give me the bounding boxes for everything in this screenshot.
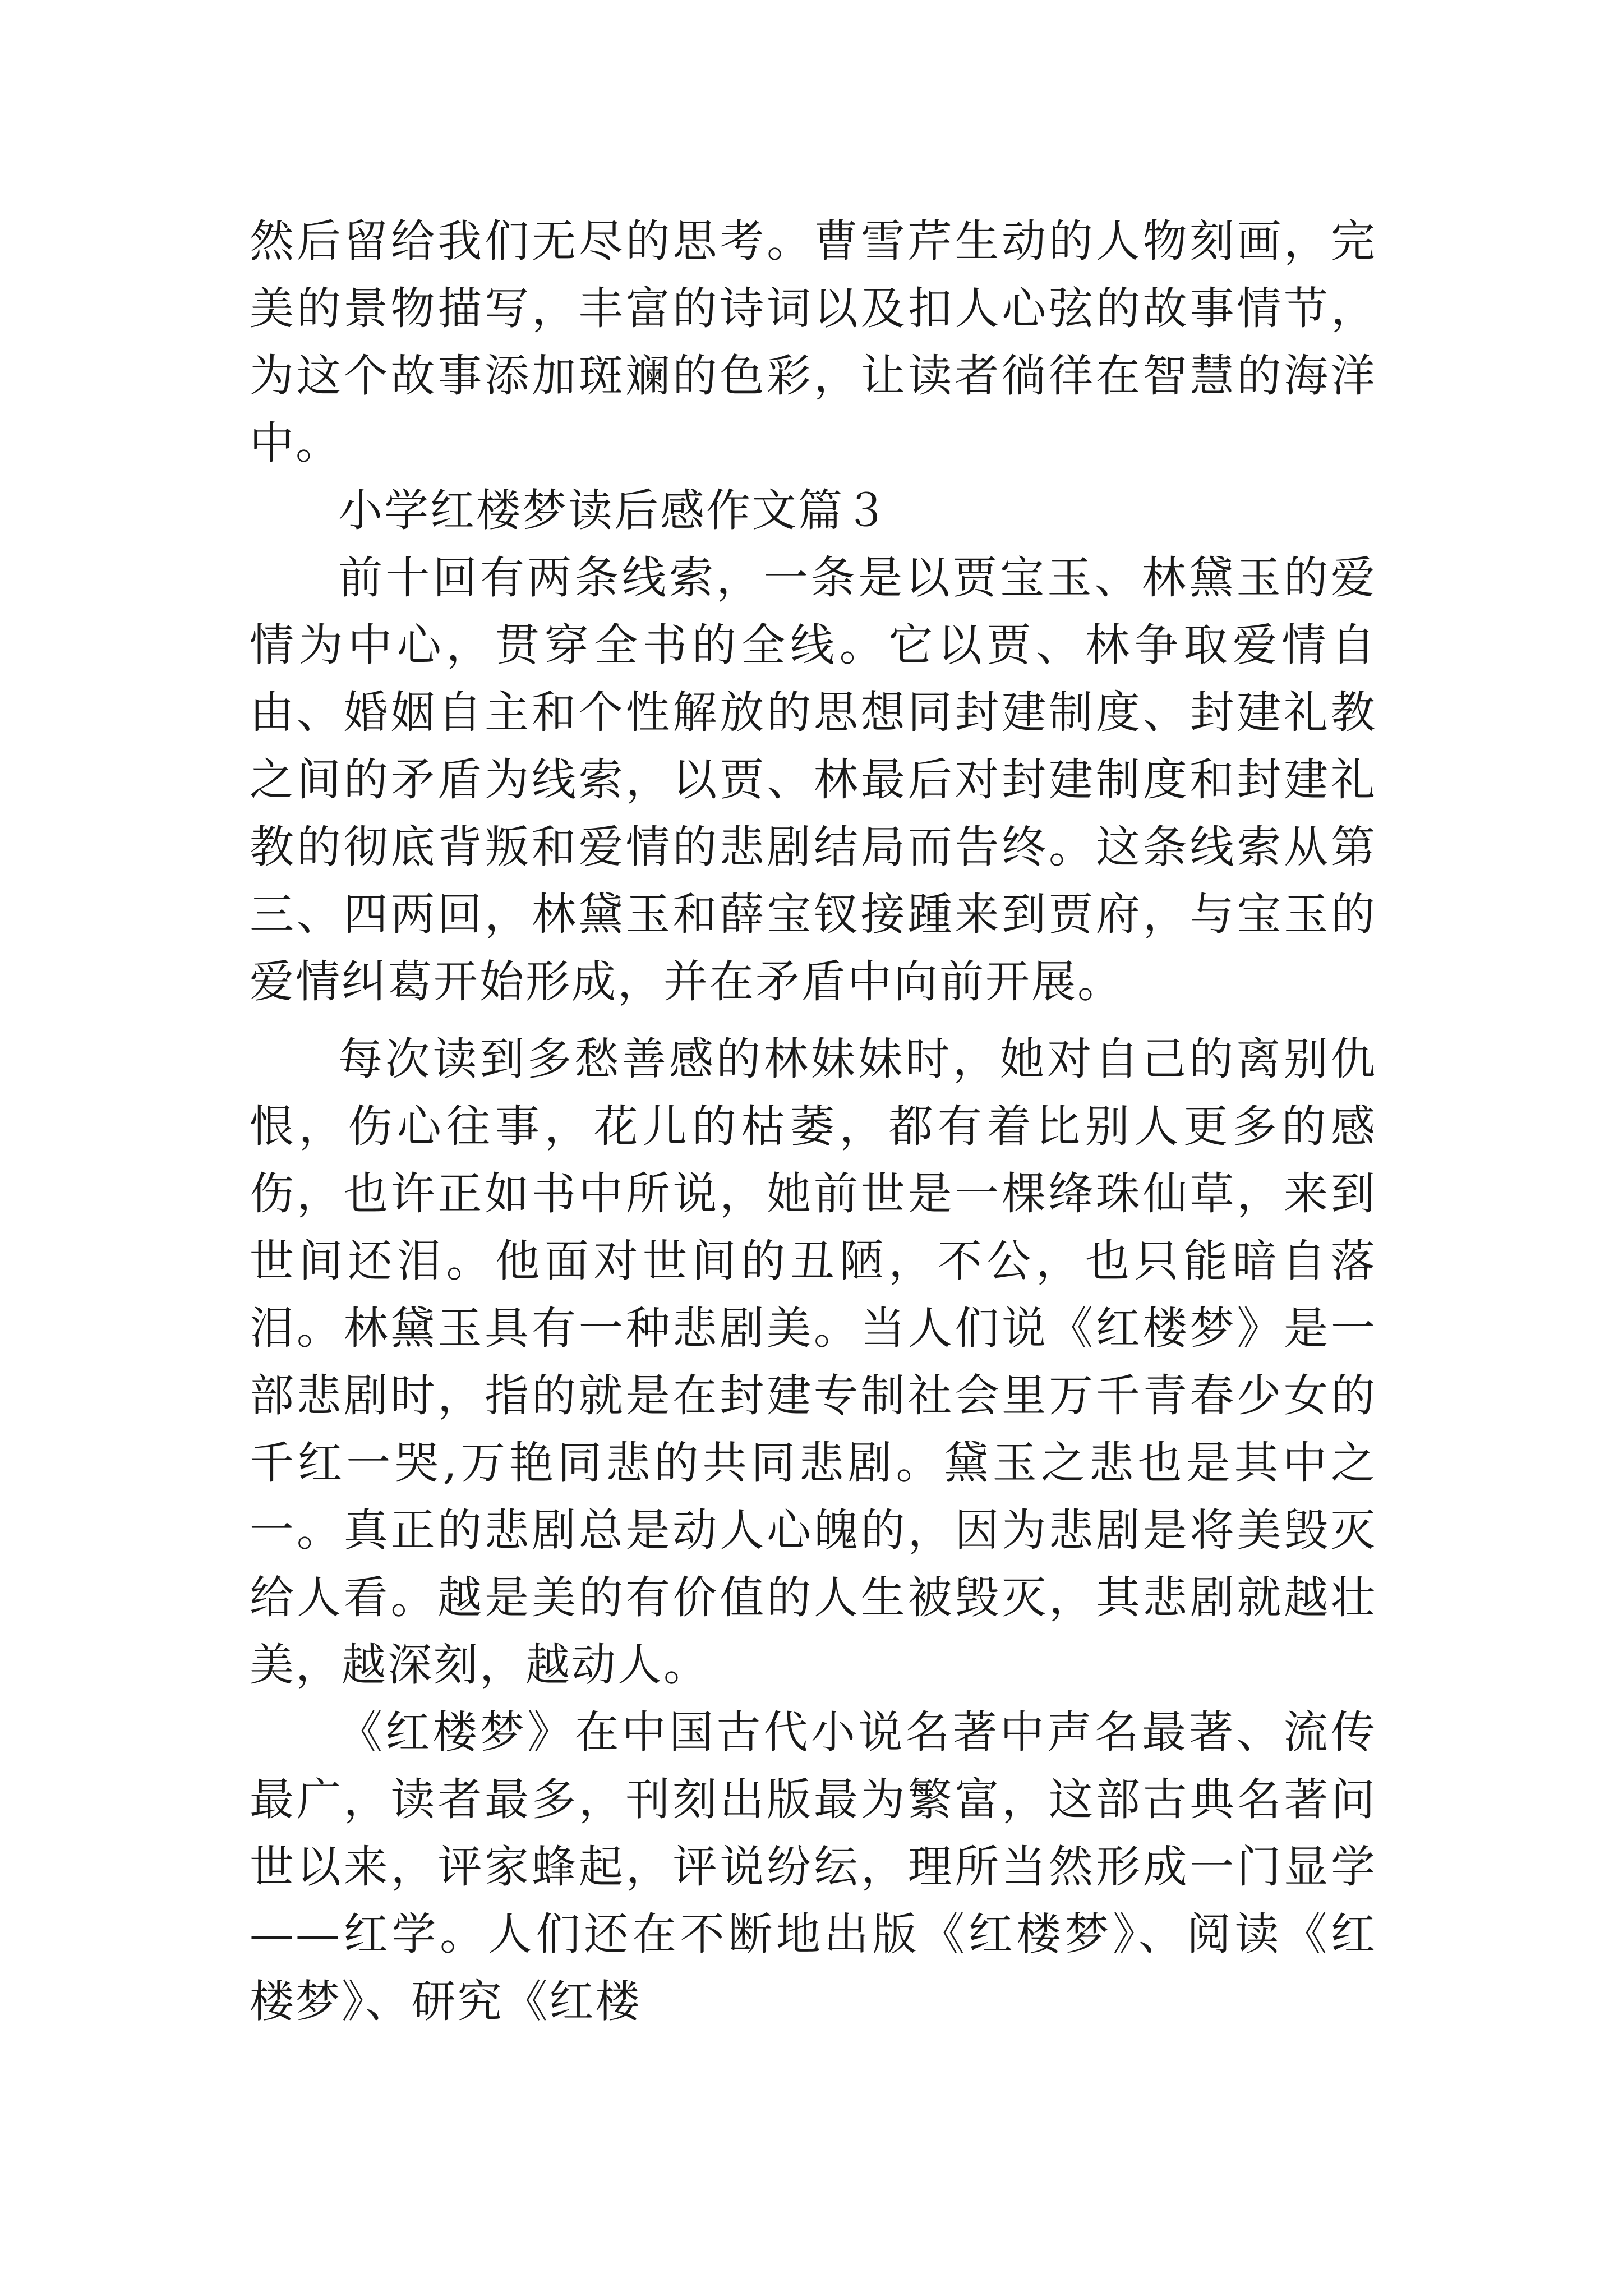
paragraph-lin-daiyu: 每次读到多愁善感的林妹妹时，她对自己的离别仇恨，伤心往事，花儿的枯萎，都有着比别人更多的感伤，也许正如书中所说，她前世是一棵绛珠仙草，来到世间还泪。他面对世间的丑陋，不公，也只能暗自落泪。林黛玉具有一种悲剧美。当人们说《红楼梦》是一部悲剧时，指的就是在封建专制社会里万千青春少女的千红一哭,万艳同悲的共同悲剧。黛玉之悲也是其中之一。真正的悲剧总是动人心魄的，因为悲剧是将美毁灭给人看。越是美的有价值的人生被毁灭，其悲剧就越壮美，越深刻，越动人。 [250,1033,1377,1691]
paragraph-plot-threads: 前十回有两条线索，一条是以贾宝玉、林黛玉的爱情为中心，贯穿全书的全线。它以贾、林争取爱情自由、婚姻自主和个性解放的思想同封建制度、封建礼教之间的矛盾为线索，以贾、林最后对封建制度和封建礼教的彻底背叛和爱情的悲剧结局而告终。这条线索从第三、四两回，林黛玉和薛宝钗接踵来到贾府，与宝玉的爱情纠葛开始形成，并在矛盾中向前开展。 [250,552,1377,1007]
paragraph-redology: 《红楼梦》在中国古代小说名著中声名最著、流传最广，读者最多，刊刻出版最为繁富，这部古典名著问世以来，评家蜂起，评说纷纭，理所当然形成一门显学——红学。人们还在不断地出版《红楼梦》、阅读《红楼梦》、研究《红楼 [250,1706,1377,2027]
paragraph-continuation: 然后留给我们无尽的思考。曹雪芹生动的人物刻画，完美的景物描写，丰富的诗词以及扣人心弦的故事情节，为这个故事添加斑斓的色彩，让读者徜徉在智慧的海洋中。 [250,215,1377,469]
document-body [250,208,1377,2035]
section-heading: 小学红楼梦读后感作文篇３ [338,485,890,536]
